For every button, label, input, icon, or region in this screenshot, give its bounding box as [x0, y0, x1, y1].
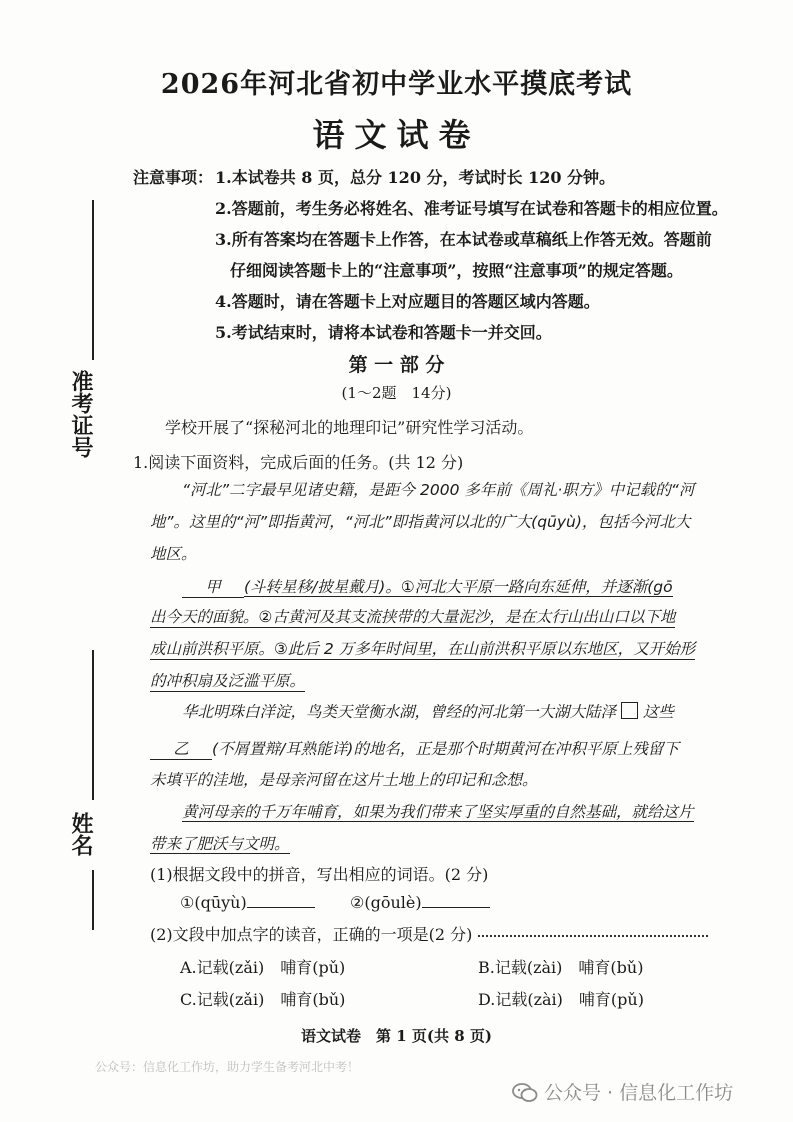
passage-text: 华北明珠白洋淀，鸟类天堂衡水湖，曾经的河北第一大湖大陆泽: [182, 703, 617, 721]
passage-line: “河北”二字最早见诸史籍，是距今 2000 多年前《周礼·职方》中记载的“河: [182, 481, 695, 499]
binding-line-middle: [92, 650, 94, 800]
notice-item: 5.考试结束时，请将本试卷和答题卡一并交回。: [215, 323, 552, 342]
passage-line: [150, 832, 290, 854]
subquestion-1-item: [350, 893, 490, 912]
page-footer: 语文试卷 第 1 页(共 8 页): [301, 1027, 492, 1045]
blank-jia: 甲: [182, 575, 244, 598]
passage-line: 未填平的洼地，是母亲河留在这片土地上的印记和念想。: [150, 771, 538, 789]
exam-subtitle: 语文试卷: [312, 116, 481, 154]
option-b[interactable]: B.记载(zài) 哺育(bǔ): [478, 958, 644, 977]
passage-line: 地区。: [150, 545, 197, 563]
passage-text: 这些: [642, 703, 674, 721]
pinyin-a: ①(qūyù): [180, 893, 247, 912]
answer-leader: [478, 935, 708, 937]
punctuation-box: [621, 702, 638, 719]
notice-item: 4.答题时，请在答题卡上对应题目的答题区域内答题。: [215, 292, 600, 311]
wechat-icon: [512, 1083, 538, 1103]
notice-item: 3.所有答案均在答题卡上作答，在本试卷或草稿纸上作答无效。答题前: [215, 230, 712, 249]
passage-line: [182, 575, 673, 598]
underlined-text: 黄河母亲的千万年哺育，如果为我们带来了坚实厚重的自然基础，就给这片: [182, 803, 694, 821]
part-range: (1～2题 14分): [341, 384, 452, 402]
answer-blank[interactable]: [247, 907, 315, 908]
passage-line: [182, 700, 674, 722]
part-title: 第 一 部 分: [348, 354, 445, 376]
notice-item: 1.本试卷共 8 页，总分 120 分，考试时长 120 分钟。: [215, 168, 616, 187]
watermark-text: 公众号：信息化工作坊，助力学生备考河北中考！: [95, 1060, 360, 1074]
notice-label: 注意事项：: [133, 168, 214, 187]
subquestion-2-stem: [150, 922, 708, 945]
notice-item: 2.答题前，考生务必将姓名、准考证号填写在试卷和答题卡的相应位置。: [215, 199, 728, 218]
underlined-text: 带来了肥沃与文明。: [150, 835, 290, 853]
passage-text: (不屑置辩/耳熟能详)的地名，正是那个时期黄河在冲积平原上残留下: [212, 740, 679, 758]
option-d[interactable]: D.记载(zài) 哺育(pǔ): [478, 990, 644, 1009]
passage-line: 成山前洪积平原。③此后 2 万多年时间里，在山前洪积平原以东地区，又开始形: [150, 637, 695, 660]
exam-title: 2026年河北省初中学业水平摸底考试: [160, 69, 633, 100]
passage-line: 的冲积扇及泛滥平原。: [150, 669, 305, 692]
subquestion-1-item: [180, 893, 315, 912]
passage-line: [150, 737, 679, 760]
pinyin-b: ②(gōulè): [350, 893, 422, 912]
activity-intro: 学校开展了“探秘河北的地理印记”研究性学习活动。: [165, 418, 534, 437]
passage-line: 出今天的面貌。②古黄河及其支流挟带的大量泥沙，是在太行山出山口以下地: [150, 605, 675, 628]
notice-item: 仔细阅读答题卡上的“注意事项”，按照“注意事项”的规定答题。: [230, 261, 683, 280]
underlined-text: (斗转星移/披星戴月)。①河北大平原一路向东延伸，并逐渐(gō: [244, 578, 673, 596]
question-1-stem: 1.阅读下面资料，完成后面的任务。(共 12 分): [133, 453, 464, 472]
account-watermark: [512, 1078, 733, 1105]
binding-line-top: [92, 200, 94, 360]
passage-line: 地”。这里的“河”即指黄河，“河北”即指黄河以北的广大(qūyù)，包括今河北大: [150, 513, 691, 531]
binding-line-bottom: [92, 870, 94, 930]
passage-line: [182, 800, 694, 822]
account-name: 公众号 · 信息化工作坊: [544, 1082, 734, 1104]
option-a[interactable]: A.记载(zǎi) 哺育(pǔ): [180, 958, 346, 977]
answer-blank[interactable]: [422, 907, 490, 908]
subquestion-2-text: (2)文段中加点字的读音，正确的一项是(2 分): [150, 925, 473, 944]
subquestion-1-stem: (1)根据文段中的拼音，写出相应的词语。(2 分): [150, 865, 489, 884]
option-c[interactable]: C.记载(zǎi) 哺育(bǔ): [180, 990, 346, 1009]
exam-number-label: 准考证号: [68, 370, 94, 458]
name-label: 姓名: [68, 812, 94, 856]
blank-yi: 乙: [150, 737, 212, 760]
